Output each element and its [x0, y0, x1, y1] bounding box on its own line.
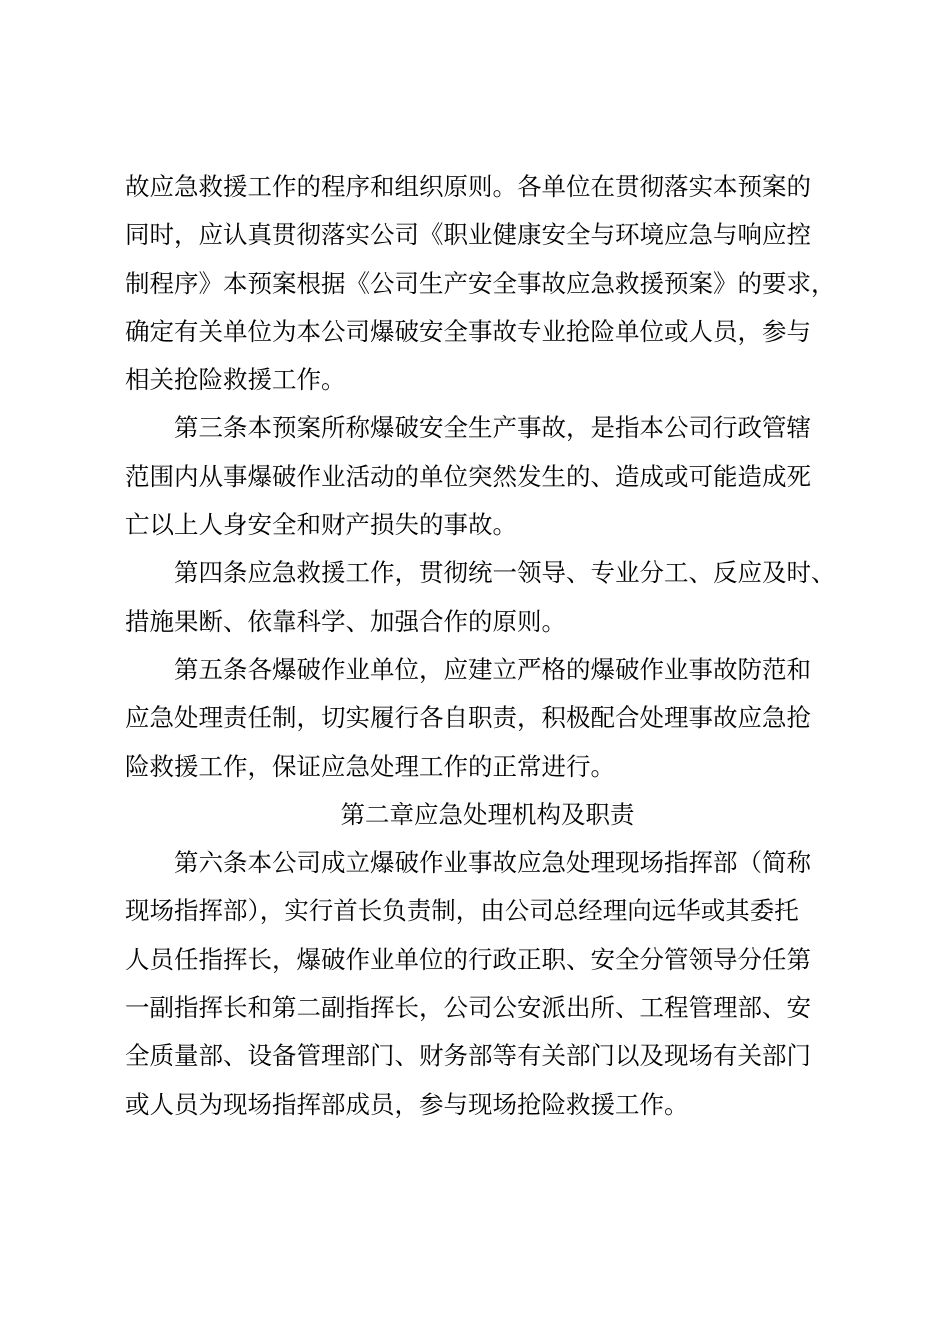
- text-line: 故应急救援工作的程序和组织原则。各单位在贯彻落实本预案的: [125, 172, 811, 201]
- paragraph-scope-continued: [125, 163, 850, 404]
- chapter-heading: 第二章应急处理机构及职责: [340, 799, 635, 829]
- text-line: 人员任指挥长，爆破作业单位的行政正职、安全分管领导分任第: [125, 944, 811, 974]
- text-line: 亡以上人身安全和财产损失的事故。: [125, 510, 517, 540]
- text-line: 应急处理责任制，切实履行各自职责，积极配合处理事故应急抢: [125, 703, 811, 733]
- text-line: 第六条本公司成立爆破作业事故应急处理现场指挥部（简称: [174, 848, 811, 878]
- text-line: 第三条本预案所称爆破安全生产事故，是指本公司行政管辖: [174, 413, 811, 443]
- paragraph-article-4: [125, 549, 850, 646]
- paragraph-article-3: [125, 404, 850, 549]
- document-page: [125, 163, 850, 1129]
- text-line: 制程序》本预案根据《公司生产安全事故应急救援预案》的要求，: [125, 268, 836, 298]
- paragraph-article-5: [125, 646, 850, 791]
- text-line: 或人员为现场指挥部成员，参与现场抢险救援工作。: [125, 1089, 689, 1119]
- text-line: 第五条各爆破作业单位，应建立严格的爆破作业事故防范和: [174, 654, 811, 684]
- text-line: 相关抢险救援工作。: [125, 365, 346, 395]
- text-line: 第四条应急救援工作，贯彻统一领导、专业分工、反应及时、: [174, 558, 836, 588]
- text-line: 一副指挥长和第二副指挥长，公司公安派出所、工程管理部、安: [125, 993, 811, 1023]
- text-line: 措施果断、依靠科学、加强合作的原则。: [125, 606, 566, 636]
- text-line: 范围内从事爆破作业活动的单位突然发生的、造成或可能造成死: [125, 461, 811, 491]
- text-line: 险救援工作，保证应急处理工作的正常进行。: [125, 751, 615, 781]
- text-line: 确定有关单位为本公司爆破安全事故专业抢险单位或人员，参与: [125, 316, 811, 346]
- text-line: 全质量部、设备管理部门、财务部等有关部门以及现场有关部门: [125, 1041, 811, 1071]
- text-line: 同时，应认真贯彻落实公司《职业健康安全与环境应急与响应控: [125, 220, 811, 250]
- text-line: 现场指挥部），实行首长负责制，由公司总经理向远华或其委托: [125, 896, 799, 926]
- paragraph-article-6: [125, 839, 850, 1129]
